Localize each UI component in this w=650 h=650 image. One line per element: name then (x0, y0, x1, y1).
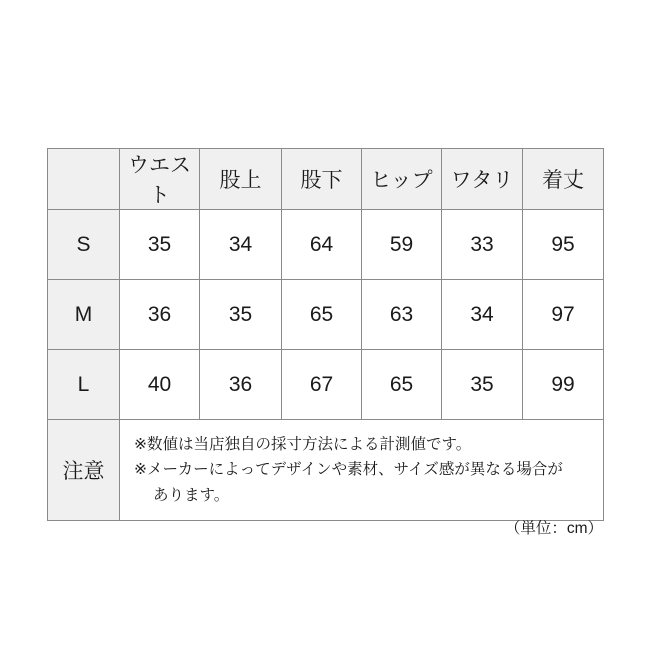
note-body (120, 420, 604, 521)
cell-s-length: 95 (523, 210, 604, 280)
cell-l-thigh: 35 (442, 350, 523, 420)
cell-l-hip: 65 (362, 350, 442, 420)
cell-m-length: 97 (523, 280, 604, 350)
cell-s-waist: 35 (120, 210, 200, 280)
table-row (48, 210, 604, 280)
table-row (48, 350, 604, 420)
unit-note: （単位：cm） (504, 520, 603, 537)
column-header-inseam: 股下 (282, 149, 362, 210)
column-header-hip: ヒップ (362, 149, 442, 210)
cell-l-rise: 36 (200, 350, 282, 420)
row-label-s: S (48, 210, 120, 280)
column-header-thigh: ワタリ (442, 149, 523, 210)
column-header-rise: 股上 (200, 149, 282, 210)
note-line-1: ※数値は当店独自の採寸方法による計測値です。 (134, 436, 472, 454)
cell-s-rise: 34 (200, 210, 282, 280)
note-label: 注意 (48, 420, 120, 521)
cell-m-rise: 35 (200, 280, 282, 350)
table-row (48, 280, 604, 350)
table-header-row (48, 149, 604, 210)
cell-l-inseam: 67 (282, 350, 362, 420)
table-corner-cell (48, 149, 120, 210)
column-header-waist: ウエスト (120, 149, 200, 210)
cell-l-waist: 40 (120, 350, 200, 420)
cell-s-inseam: 64 (282, 210, 362, 280)
cell-m-waist: 36 (120, 280, 200, 350)
cell-m-inseam: 65 (282, 280, 362, 350)
column-header-length: 着丈 (523, 149, 604, 210)
cell-l-length: 99 (523, 350, 604, 420)
cell-s-hip: 59 (362, 210, 442, 280)
cell-m-thigh: 34 (442, 280, 523, 350)
cell-m-hip: 63 (362, 280, 442, 350)
row-label-l: L (48, 350, 120, 420)
row-label-m: M (48, 280, 120, 350)
cell-s-thigh: 33 (442, 210, 523, 280)
table-note-row (48, 420, 604, 521)
size-table-container (47, 148, 603, 521)
note-line-3: あります。 (153, 486, 230, 504)
note-line-2: ※メーカーによってデザインや素材、サイズ感が異なる場合が (134, 461, 563, 479)
size-table (47, 148, 604, 521)
